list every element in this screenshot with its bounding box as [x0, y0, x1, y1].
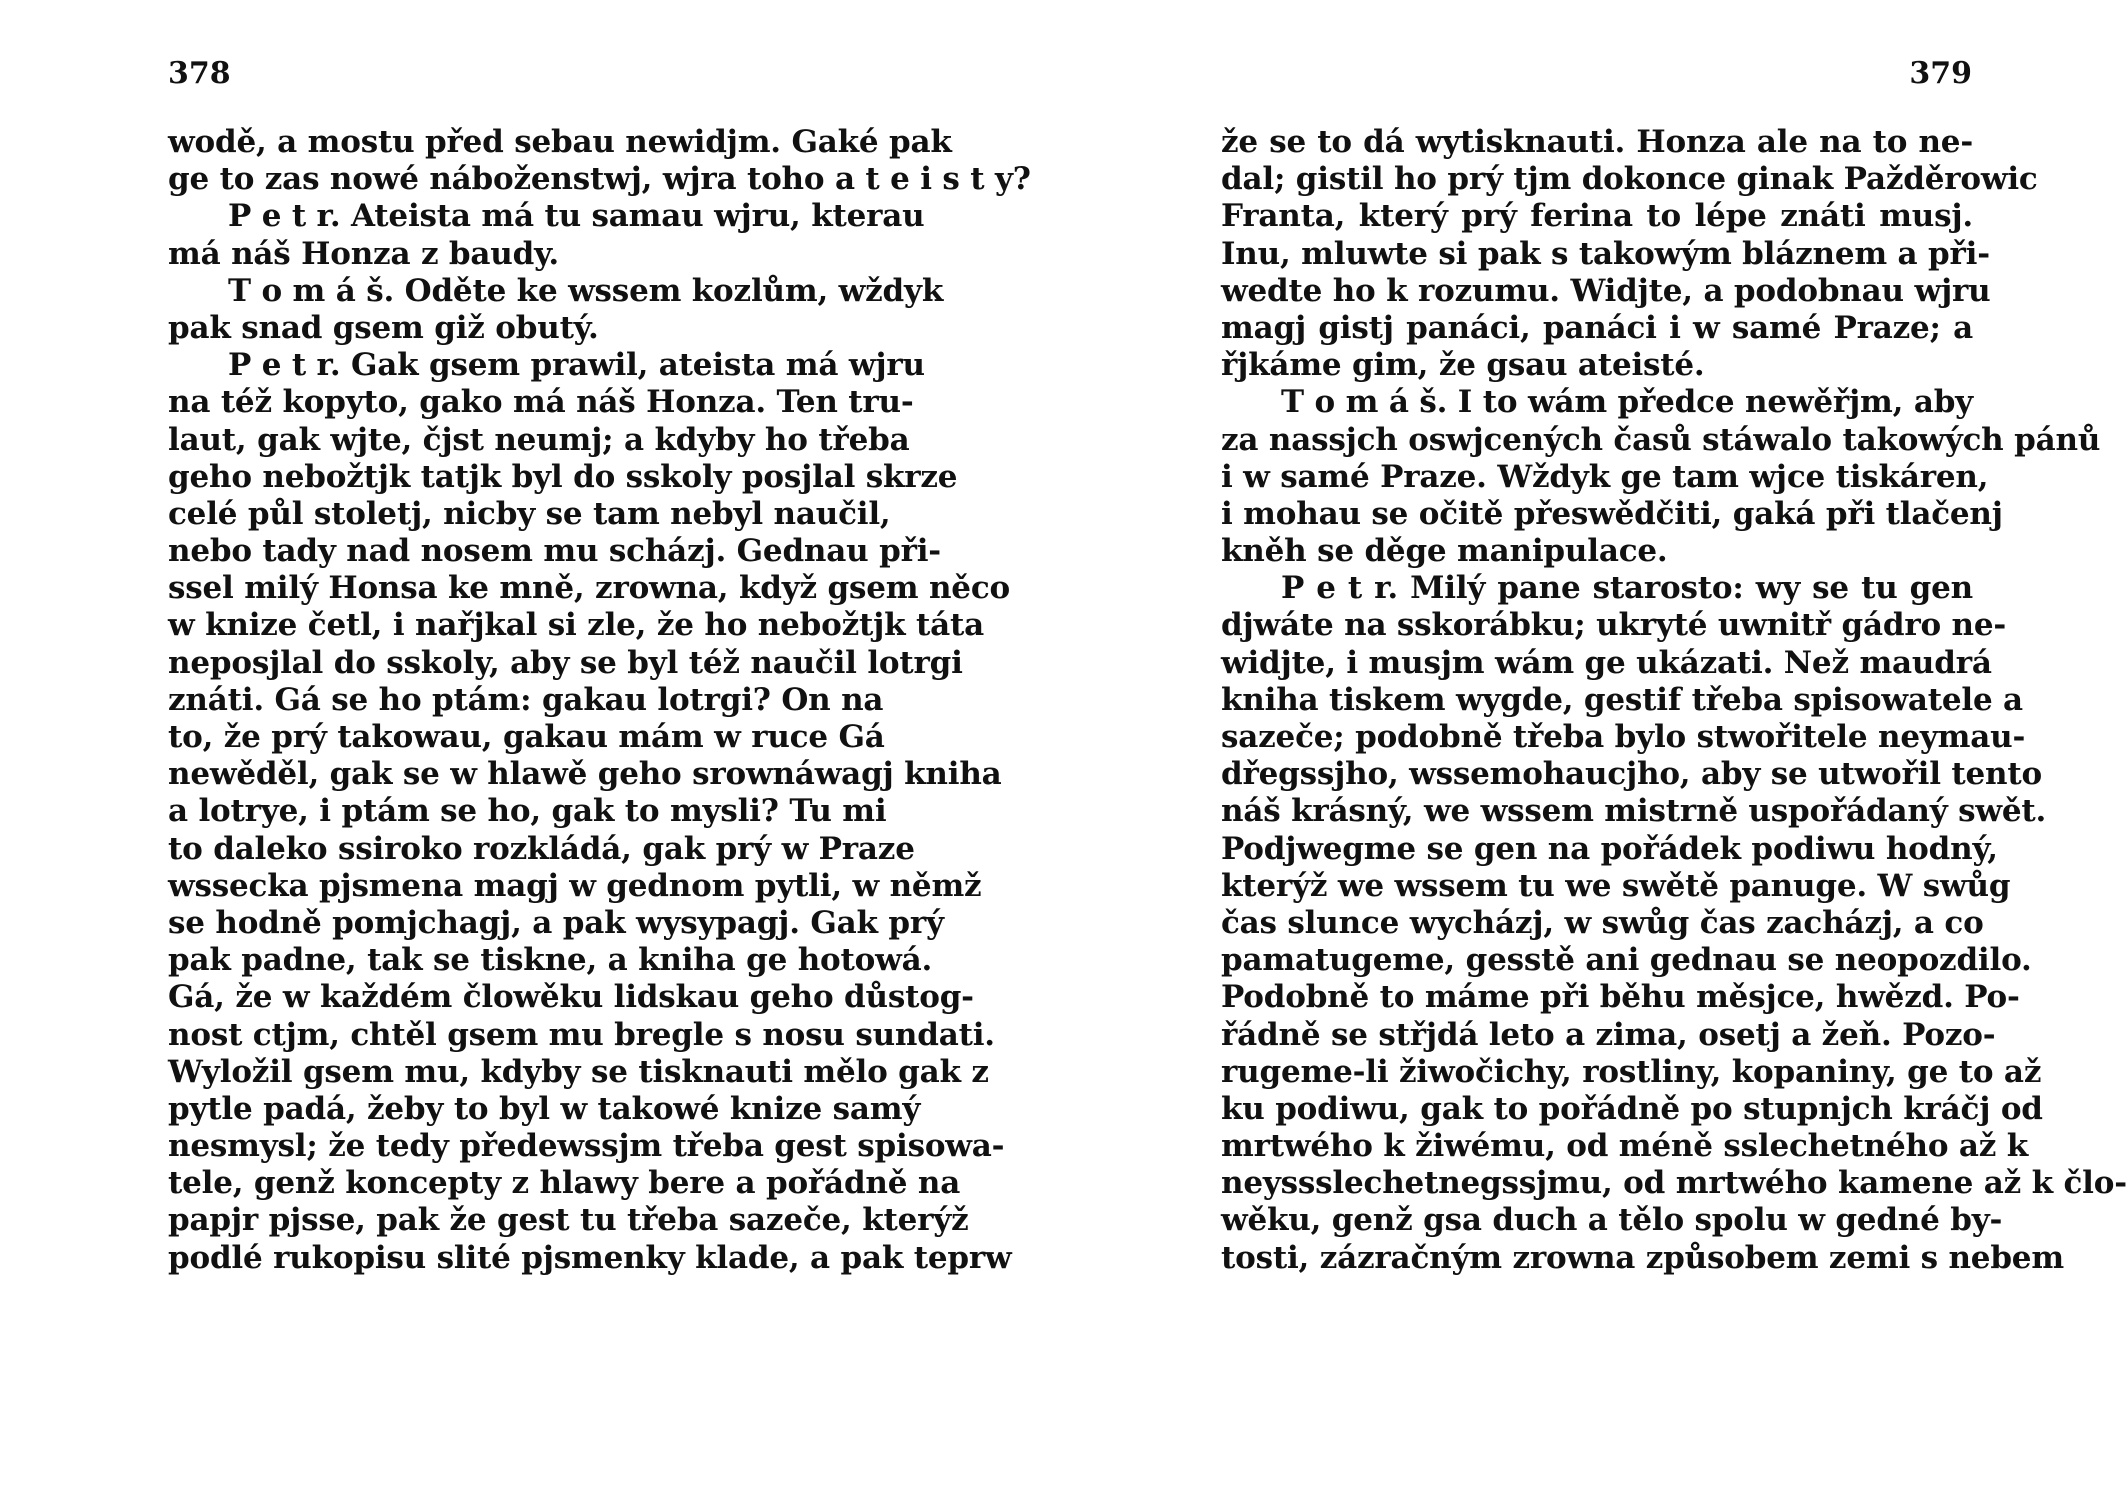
text-line: djwáte na sskorábku; ukryté uwnitř gádro ne- [1221, 607, 2007, 644]
text-line: Podobně to máme při běhu měsjce, hwězd. Po- [1221, 979, 2020, 1016]
text-line: čas slunce wycházj, w swůg čas zacházj, a co [1221, 904, 1984, 941]
text-line: podlé rukopisu slité pjsmenky klade, a pak teprw [168, 1239, 1012, 1276]
text-line: wěku, genž gsa duch a tělo spolu w gedné by- [1221, 1202, 2003, 1239]
text-line: dal; gistil ho prý tjm dokonce ginak Pažděrowic [1221, 161, 2038, 198]
page-number: 378 [168, 56, 231, 91]
text-line: ku podiwu, gak to pořádně po stupnjch kráčj od [1221, 1090, 2043, 1127]
text-line: nebo tady nad nosem mu scházj. Gednau při- [168, 533, 941, 570]
text-line: ssel milý Honsa ke mně, zrowna, když gsem něco [168, 570, 1010, 607]
text-line: w knize četl, i nařjkal si zle, že ho nebožtjk táta [168, 607, 985, 644]
text-line: nesmysl; že tedy předewssjm třeba gest spisowa- [168, 1128, 1005, 1165]
text-line: dřegssjho, wssemohaucjho, aby se utwořil tento [1221, 756, 2042, 793]
text-line: i w samé Praze. Wždyk ge tam wjce tiskáren, [1221, 458, 1989, 495]
text-line: Wyložil gsem mu, kdyby se tisknauti mělo gak z [168, 1053, 989, 1090]
text-line: Gá, že w každém člowěku lidskau geho důstog- [168, 979, 974, 1016]
text-line: kněh se děge manipulace. [1221, 533, 1668, 570]
text-line: widjte, i musjm wám ge ukázati. Než maudrá [1221, 644, 1992, 681]
text-line: Inu, mluwte si pak s takowým bláznem a při- [1221, 235, 1990, 272]
text-line: rugeme-li žiwočichy, rostliny, kopaniny, ge to až [1221, 1053, 2042, 1090]
text-line: to, že prý takowau, gakau mám w ruce Gá [168, 719, 885, 755]
text-line: pamatugeme, gesstě ani gednau se neopozdilo. [1221, 942, 2032, 979]
text-line: laut, gak wjte, čjst neumj; a kdyby ho třeba [168, 421, 910, 458]
right-page [1043, 0, 2127, 1500]
text-line: ge to zas nowé náboženstwj, wjra toho a t e i s t y? [168, 161, 1031, 198]
text-line: kterýž we wssem tu we swětě panuge. W swůg [1221, 867, 2011, 904]
text-line: Franta, který prý ferina to lépe znáti musj. [1221, 198, 1973, 235]
text-line: na též kopyto, gako má náš Honza. Ten tru- [168, 384, 914, 421]
text-line: neposjlal do sskoly, aby se byl též naučil lotrgi [168, 644, 963, 681]
text-line: neyssslechetnegssjmu, od mrtwého kamene až k člo- [1221, 1165, 2127, 1202]
text-line: papjr pjsse, pak že gest tu třeba sazeče, kterýž [168, 1202, 969, 1239]
text-line: T o m á š. Oděte ke wssem kozlům, wždyk [228, 272, 944, 309]
text-line: a lotrye, i ptám se ho, gak to mysli? Tu mi [168, 793, 887, 830]
left-page [0, 0, 1043, 1500]
text-line: to daleko ssiroko rozkládá, gak prý w Praze [168, 830, 915, 867]
text-line: magj gistj panáci, panáci i w samé Praze; a [1221, 309, 1973, 346]
page-number: 379 [1909, 56, 1972, 91]
text-line: že se to dá wytisknauti. Honza ale na to ne- [1221, 124, 1973, 160]
text-line: pak snad gsem giž obutý. [168, 309, 599, 346]
text-line: i mohau se očitě přeswědčiti, gaká při tlačenj [1221, 495, 2003, 532]
text-line: celé půl stoletj, nicby se tam nebyl naučil, [168, 495, 891, 532]
text-line: wssecka pjsmena magj w gednom pytli, w němž [168, 867, 982, 904]
text-line: wedte ho k rozumu. Widjte, a podobnau wjru [1221, 272, 1991, 309]
page-text [1221, 124, 2127, 1277]
text-line: pytle padá, žeby to byl w takowé knize samý [168, 1090, 921, 1127]
text-line: pak padne, tak se tiskne, a kniha ge hotowá. [168, 942, 933, 979]
page-text [168, 124, 1031, 1277]
text-line: řádně se střjdá leto a zima, osetj a žeň. Pozo- [1221, 1016, 1996, 1053]
text-line: kniha tiskem wygde, gestif třeba spisowatele a [1221, 681, 2023, 718]
text-line: P e t r. Milý pane starosto: wy se tu gen [1281, 570, 1973, 607]
text-line: se hodně pomjchagj, a pak wysypagj. Gak prý [168, 904, 944, 941]
text-line: řjkáme gim, že gsau ateisté. [1221, 347, 1705, 384]
text-line: T o m á š. I to wám předce newěřjm, aby [1281, 384, 1973, 421]
text-line: mrtwého k žiwému, od méně sslechetného až k [1221, 1128, 2029, 1165]
text-line: Podjwegme se gen na pořádek podiwu hodný, [1221, 830, 1998, 867]
text-line: sazeče; podobně třeba bylo stwořitele neymau- [1221, 719, 2026, 755]
text-line: nost ctjm, chtěl gsem mu bregle s nosu sundati. [168, 1016, 995, 1053]
text-line: náš krásný, we wssem mistrně uspořádaný swět. [1221, 793, 2047, 830]
text-line: tele, genž koncepty z hlawy bere a pořádně na [168, 1165, 961, 1202]
text-line: má náš Honza z baudy. [168, 235, 559, 272]
text-line: geho nebožtjk tatjk byl do sskoly posjlal skrze [168, 458, 958, 495]
text-line: newěděl, gak se w hlawě geho srownáwagj kniha [168, 756, 1002, 793]
text-line: P e t r. Ateista má tu samau wjru, kterau [228, 198, 925, 235]
text-line: wodě, a mostu před sebau newidjm. Gaké pak [168, 124, 952, 160]
text-line: P e t r. Gak gsem prawil, ateista má wjru [228, 347, 925, 384]
text-line: tosti, zázračným zrowna způsobem zemi s nebem [1221, 1239, 2064, 1276]
text-line: za nassjch oswjcených časů stáwalo takowých pánů [1221, 421, 2101, 458]
text-line: znáti. Gá se ho ptám: gakau lotrgi? On na [168, 681, 884, 718]
